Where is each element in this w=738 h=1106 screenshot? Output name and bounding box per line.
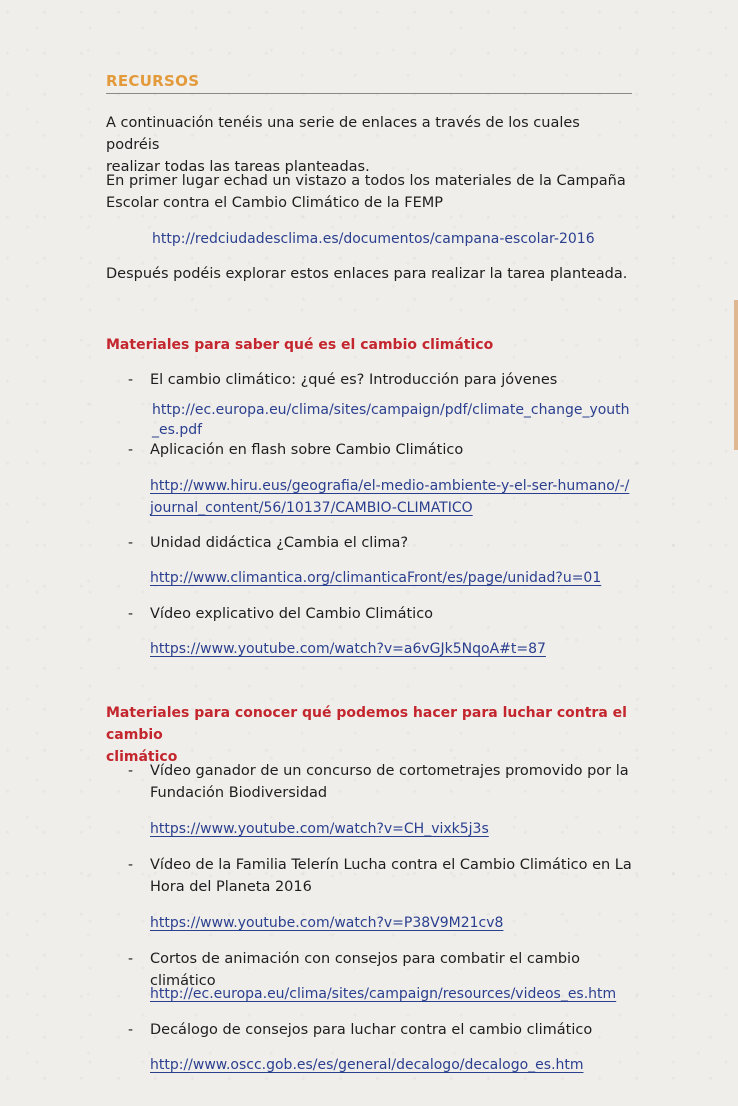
section-heading: RECURSOS [106,72,632,94]
item-line: Vídeo ganador de un concurso de cortometrajes promovido por la [150,763,629,779]
intro-line: Escolar contra el Cambio Climático de la FEMP [106,195,443,211]
resource-link[interactable]: https://www.youtube.com/watch?v=CH_vixk5j3s [150,821,489,837]
resource-link[interactable]: http://www.climantica.org/climanticaFront/es/page/unidad?u=01 [150,570,602,586]
resource-link[interactable] [150,475,629,519]
list-item-text: Decálogo de consejos para luchar contra el cambio climático [150,1022,593,1038]
link-line[interactable]: journal_content/56/10137/CAMBIO-CLIMATICO [150,500,473,516]
list-item-text [150,854,640,898]
section2-title [106,702,636,768]
item-line: Fundación Biodiversidad [150,785,328,801]
resource-link[interactable]: https://www.youtube.com/watch?v=a6vGJk5NqoA#t=87 [150,641,546,657]
resource-link[interactable] [152,400,630,440]
list-bullet: - [128,606,134,622]
list-bullet: - [128,951,134,967]
list-bullet: - [128,1022,134,1038]
list-bullet: - [128,535,134,551]
resource-link[interactable]: http://www.oscc.gob.es/es/general/decalogo/decalogo_es.htm [150,1057,584,1073]
resource-link[interactable]: http://ec.europa.eu/clima/sites/campaign/resources/videos_es.htm [150,986,617,1002]
link-line[interactable]: http://ec.europa.eu/clima/sites/campaign/pdf/climate_change_youth [152,402,630,418]
list-bullet: - [128,372,134,388]
intro-paragraph-1 [106,112,636,178]
list-bullet: - [128,763,134,779]
section1-title: Materiales para saber qué es el cambio climático [106,337,494,353]
list-bullet: - [128,442,134,458]
intro-line: En primer lugar echad un vistazo a todos los materiales de la Campaña [106,173,626,189]
item-line: Hora del Planeta 2016 [150,879,312,895]
resource-link[interactable]: https://www.youtube.com/watch?v=P38V9M21cv8 [150,915,504,931]
page-edge-accent [734,300,738,450]
list-item-text: Aplicación en flash sobre Cambio Climático [150,442,464,458]
list-bullet: - [128,857,134,873]
list-item-text [150,760,640,804]
link-line[interactable]: _es.pdf [152,422,203,438]
intro-line: A continuación tenéis una serie de enlaces a través de los cuales podréis [106,115,580,153]
femp-campaign-link[interactable]: http://redciudadesclima.es/documentos/campana-escolar-2016 [152,231,595,247]
intro-paragraph-3: Después podéis explorar estos enlaces para realizar la tarea planteada. [106,266,628,282]
intro-paragraph-2 [106,170,636,214]
link-line[interactable]: http://www.hiru.eus/geografia/el-medio-ambiente-y-el-ser-humano/-/ [150,478,630,494]
intro-line: realizar todas las tareas planteadas. [106,159,370,175]
list-item-text: Vídeo explicativo del Cambio Climático [150,606,434,622]
list-item-text: El cambio climático: ¿qué es? Introducción para jóvenes [150,372,558,388]
list-item-text: Cortos de animación con consejos para combatir el cambio climático [150,951,580,989]
section2-title-line: Materiales para conocer qué podemos hacer para luchar contra el cambio [106,705,627,743]
section2-title-line: climático [106,749,178,765]
item-line: Vídeo de la Familia Telerín Lucha contra el Cambio Climático en La [150,857,632,873]
list-item-text: Unidad didáctica ¿Cambia el clima? [150,535,409,551]
